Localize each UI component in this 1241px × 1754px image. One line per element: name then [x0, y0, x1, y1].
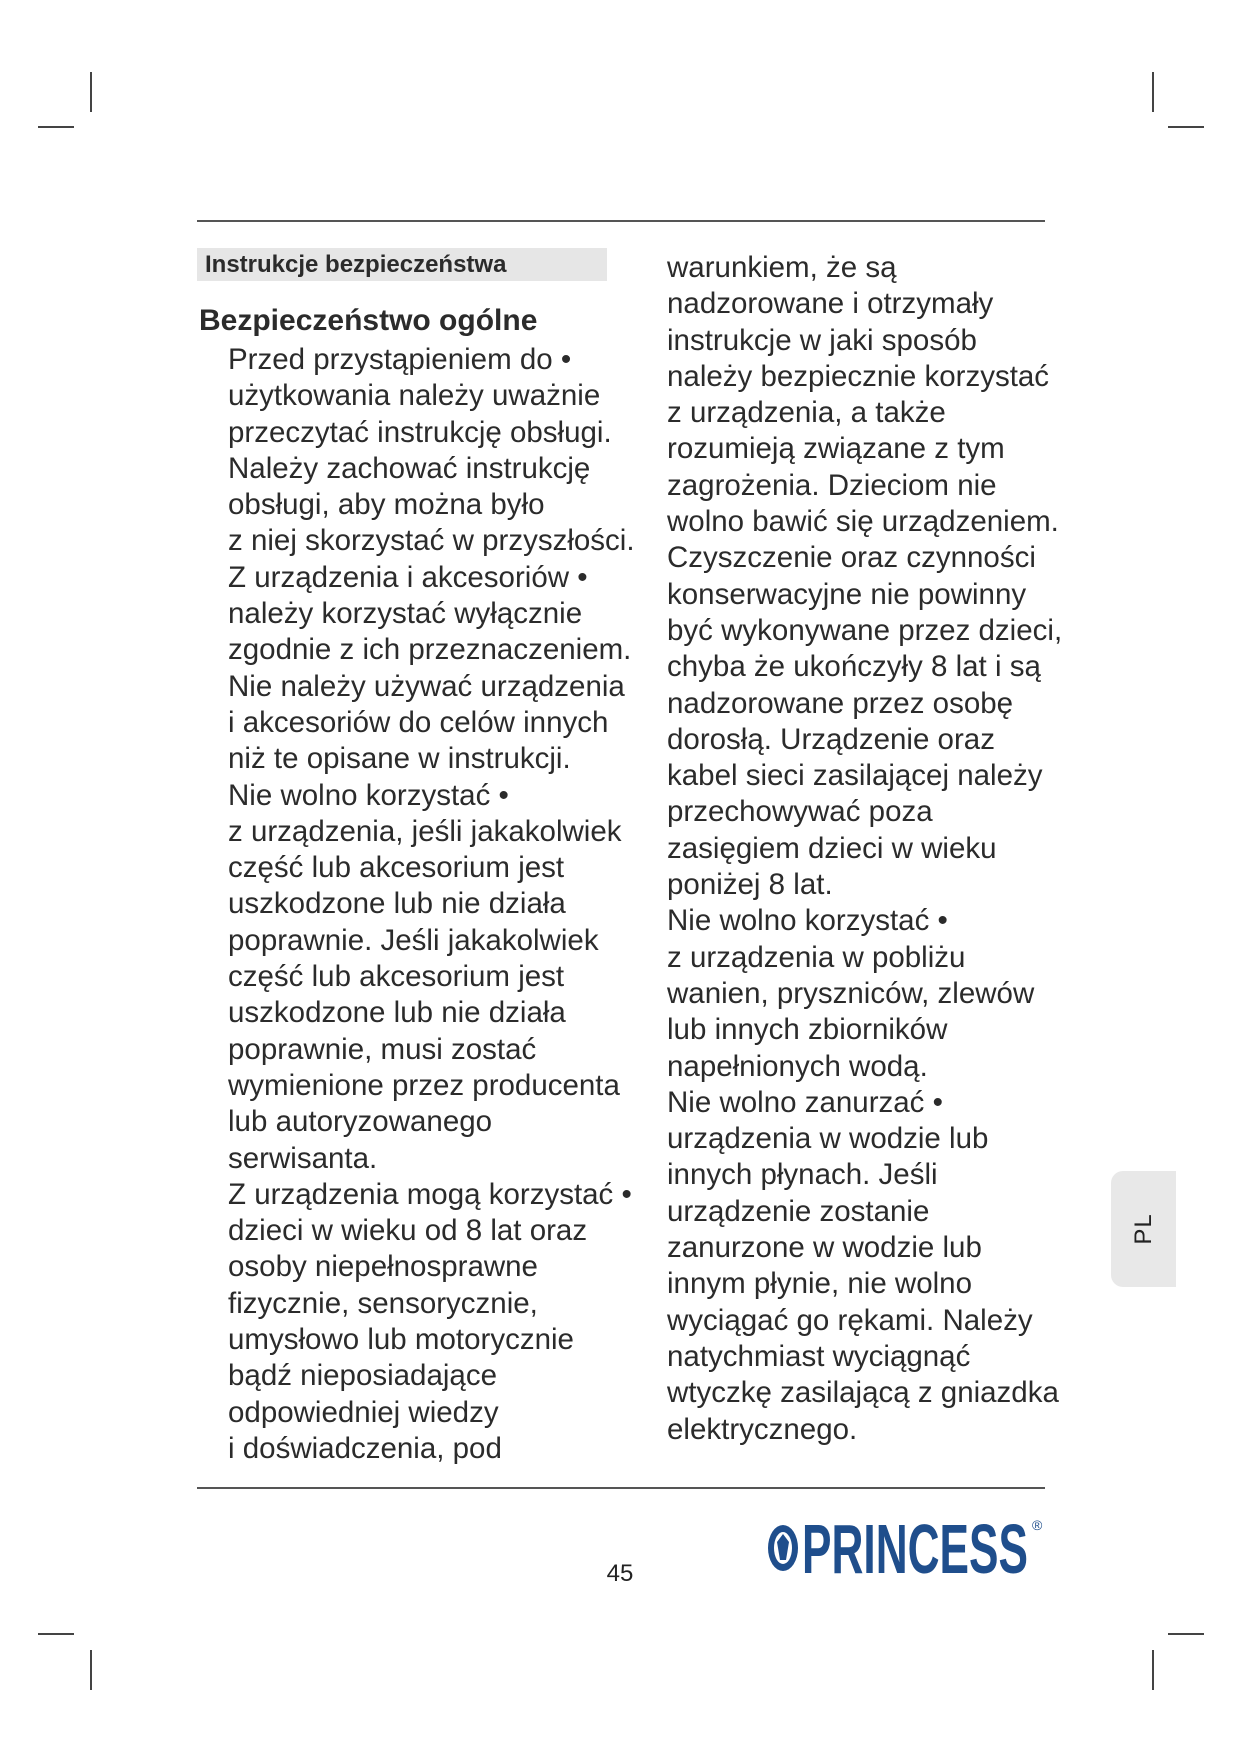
- text-line: z urządzenia, jeśli jakakolwiek: [228, 814, 622, 848]
- text-line: natychmiast wyciągnąć: [667, 1339, 971, 1373]
- text-line: i akcesoriów do celów innych: [228, 705, 609, 739]
- text-line: urządzenia w wodzie lub: [667, 1122, 989, 1156]
- text-line: odpowiedniej wiedzy: [228, 1395, 499, 1429]
- text-line: napełnionych wodą.: [667, 1049, 928, 1083]
- crop-mark: [38, 1633, 74, 1635]
- text-line: Przed przystąpieniem do •: [228, 343, 572, 376]
- crop-mark: [90, 72, 92, 112]
- right-text-column: [667, 250, 1062, 1448]
- crop-mark: [1152, 72, 1154, 112]
- text-line: zagrożenia. Dzieciom nie: [667, 468, 997, 502]
- text-line: Czyszczenie oraz czynności: [667, 541, 1036, 575]
- crop-mark: [1152, 1650, 1154, 1690]
- text-line: zasięgiem dzieci w wieku: [667, 831, 997, 865]
- text-line: konserwacyjne nie powinny: [667, 577, 1027, 611]
- text-line: lub innych zbiorników: [667, 1013, 948, 1047]
- text-line: z urządzenia, a także: [667, 396, 946, 430]
- text-line: część lub akcesorium jest: [228, 960, 565, 994]
- text-line: zgodnie z ich przeznaczeniem.: [228, 633, 632, 667]
- text-line: innych płynach. Jeśli: [667, 1158, 938, 1192]
- text-line: Nie wolno zanurzać •: [667, 1085, 943, 1119]
- section-title: Bezpieczeństwo ogólne: [199, 304, 538, 337]
- text-line: bądź nieposiadające: [228, 1359, 497, 1393]
- text-line: wyciągać go rękami. Należy: [667, 1303, 1033, 1337]
- text-line: warunkiem, że są: [667, 251, 897, 284]
- crown-emblem-icon: [768, 1525, 798, 1571]
- language-tab: [1111, 1171, 1176, 1287]
- text-line: nadzorowane przez osobę: [667, 686, 1014, 720]
- crop-mark: [90, 1650, 92, 1690]
- text-line: i doświadczenia, pod: [228, 1431, 502, 1465]
- crop-mark: [1168, 126, 1204, 128]
- section-label: Instrukcje bezpieczeństwa: [197, 248, 607, 281]
- logo-wordmark: PRINCESS: [802, 1510, 1028, 1586]
- text-line: obsługi, aby można było: [228, 488, 545, 522]
- text-line: kabel sieci zasilającej należy: [667, 759, 1043, 793]
- text-line: wtyczkę zasilającą z gniazdka: [667, 1376, 1059, 1410]
- text-line: uszkodzone lub nie działa: [228, 996, 566, 1030]
- page-number: 45: [606, 1560, 634, 1587]
- text-line: z niej skorzystać w przyszłości.: [228, 524, 635, 558]
- top-rule: [197, 220, 1045, 222]
- text-line: osoby niepełnosprawne: [228, 1250, 538, 1284]
- text-line: dzieci w wieku od 8 lat oraz: [228, 1214, 588, 1248]
- text-line: poniżej 8 lat.: [667, 868, 833, 902]
- text-line: instrukcje w jaki sposób: [667, 323, 977, 357]
- text-line: Należy zachować instrukcję: [228, 451, 591, 485]
- text-line: umysłowo lub motorycznie: [228, 1323, 574, 1357]
- text-line: nadzorowane i otrzymały: [667, 287, 994, 321]
- text-line: Nie należy używać urządzenia: [228, 669, 625, 703]
- text-line: zanurzone w wodzie lub: [667, 1231, 982, 1265]
- text-line: serwisanta.: [228, 1141, 378, 1175]
- text-line: z urządzenia w pobliżu: [667, 940, 966, 974]
- text-line: chyba że ukończyły 8 lat i są: [667, 650, 1041, 684]
- text-line: uszkodzone lub nie działa: [228, 887, 566, 921]
- text-line: wymienione przez producenta: [228, 1068, 620, 1102]
- left-text-column: [228, 342, 635, 1467]
- text-line: Nie wolno korzystać •: [228, 778, 509, 812]
- text-line: lub autoryzowanego: [228, 1105, 493, 1139]
- crop-mark: [38, 126, 74, 128]
- text-line: część lub akcesorium jest: [228, 851, 565, 885]
- registered-mark: ®: [1032, 1517, 1043, 1533]
- text-line: dorosłą. Urządzenie oraz: [667, 722, 995, 756]
- text-line: należy korzystać wyłącznie: [228, 597, 583, 631]
- text-line: wanien, pryszniców, zlewów: [667, 976, 1035, 1010]
- text-line: wolno bawić się urządzeniem.: [667, 505, 1059, 539]
- text-line: Z urządzenia mogą korzystać •: [228, 1177, 632, 1211]
- text-line: elektrycznego.: [667, 1412, 858, 1446]
- princess-logo: [764, 1510, 1044, 1586]
- text-line: niż te opisane w instrukcji.: [228, 742, 571, 776]
- text-line: przeczytać instrukcję obsługi.: [228, 415, 612, 449]
- text-line: przechowywać poza: [667, 795, 933, 829]
- language-code: PL: [1129, 1213, 1157, 1245]
- text-line: poprawnie, musi zostać: [228, 1032, 537, 1066]
- text-line: Z urządzenia i akcesoriów •: [228, 560, 588, 594]
- bottom-rule: [197, 1487, 1045, 1489]
- text-line: innym płynie, nie wolno: [667, 1267, 972, 1301]
- text-line: fizycznie, sensorycznie,: [228, 1286, 538, 1320]
- text-line: urządzenie zostanie: [667, 1194, 930, 1228]
- text-line: Nie wolno korzystać •: [667, 904, 948, 938]
- text-line: użytkowania należy uważnie: [228, 379, 601, 413]
- text-line: należy bezpiecznie korzystać: [667, 359, 1050, 393]
- text-line: poprawnie. Jeśli jakakolwiek: [228, 923, 599, 957]
- crop-mark: [1168, 1633, 1204, 1635]
- text-line: być wykonywane przez dzieci,: [667, 613, 1063, 647]
- text-line: rozumieją związane z tym: [667, 432, 1005, 466]
